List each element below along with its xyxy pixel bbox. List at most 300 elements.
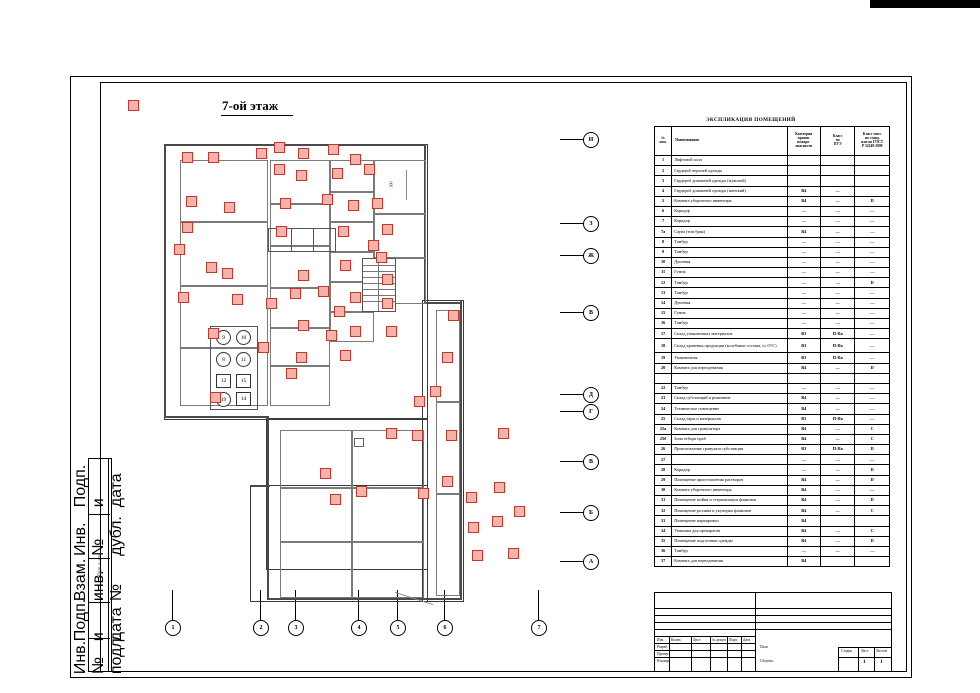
axis-bubble-1: 1 [165,620,181,636]
cell-category: — [787,268,820,278]
cell-category: — [787,455,820,465]
cell-room-number: 19 [655,353,672,363]
cell-pue-class: — [820,186,854,196]
plan-circle-10: 10 [236,330,251,345]
cell-pue-class: — [820,257,854,267]
table-row [655,257,890,267]
cell-category: В4 [787,424,820,434]
cell-clean-class [855,186,890,196]
cell-room-name: Тамбур [672,247,787,257]
table-row [655,247,890,257]
cell-room-number: 6 [655,206,672,216]
cell-clean-class: С [855,506,890,516]
cell-pue-class: — [820,288,854,298]
cell-clean-class: D [855,278,890,288]
cell-room-name: Приготовление гранулята субстанции [672,445,787,455]
cell-room-number [655,373,672,383]
cell-pue-class: — [820,506,854,516]
cell-clean-class: — [855,247,890,257]
specification-title: ЭКСПЛИКАЦИЯ ПОМЕЩЕНИЙ [706,117,796,123]
cell-clean-class: — [855,353,890,363]
cell-pue-class: — [820,227,854,237]
cell-room-name: Помещение приготовления растворов [672,475,787,485]
cell-clean-class: — [855,268,890,278]
cell-clean-class [855,373,890,383]
cell-pue-class: — [820,247,854,257]
cell-room-name: Душевая [672,257,787,267]
cell-pue-class: — [820,546,854,556]
cell-room-number: 14 [655,298,672,308]
cell-pue-class: — [820,308,854,318]
cell-clean-class: D [855,445,890,455]
plan-circle-11: 11 [236,352,251,367]
cell-pue-class [820,176,854,186]
cell-clean-class: — [855,414,890,424]
cell-category: В4 [787,363,820,373]
cell-category: В3 [787,414,820,424]
table-row [655,394,890,404]
cell-pue-class: — [820,424,854,434]
plan-circle-9: 9 [216,330,231,345]
axis-bubble-6: 6 [437,620,453,636]
cell-clean-class: — [855,217,890,227]
table-row [655,308,890,318]
cell-clean-class: D [855,465,890,475]
cell-room-number: 8 [655,237,672,247]
cell-pue-class: — [820,363,854,373]
axis-bubble-i: И [583,132,599,148]
cell-room-number: 36 [655,546,672,556]
cell-room-number: 26 [655,445,672,455]
table-row [655,353,890,363]
strip-label-e: Инв. № подл. [72,633,125,675]
strip-label-c: Взам. инв. № [72,558,125,602]
table-row [655,475,890,485]
cell-clean-class: — [855,404,890,414]
cell-pue-class [820,557,854,567]
cell-clean-class [855,557,890,567]
cell-clean-class: — [855,485,890,495]
cell-pue-class: П-IIа [820,414,854,424]
cell-pue-class: — [820,455,854,465]
cell-category: — [787,319,820,329]
cell-room-number: 23 [655,394,672,404]
cell-pue-class: — [820,394,854,404]
cell-room-name: Помещение подготовки одежды [672,536,787,546]
cell-clean-class [855,166,890,176]
cell-category: В4 [787,227,820,237]
cell-category: — [787,288,820,298]
cell-pue-class: — [820,526,854,536]
cell-category: В4 [787,496,820,506]
cell-room-number: 18 [655,339,672,353]
cell-pue-class: — [820,496,854,506]
cell-room-number: 27 [655,455,672,465]
cell-room-name: Гумна [672,308,787,318]
table-row [655,414,890,424]
table-row [655,217,890,227]
tb-row-nkontr: Н.контр. [657,659,671,663]
cell-room-name: Склад субстанций и реактивов [672,394,787,404]
cell-room-number: 3 [655,176,672,186]
tb-col-izm: Изм. [657,638,665,642]
plan-square-15: 15 [236,374,251,388]
cell-clean-class: — [855,237,890,247]
cell-room-name: Склад хранения продукции (колебание состава, t≤+5°С) [672,339,787,353]
tb-stage-label: Стадия [841,649,852,653]
cell-clean-class: D [855,536,890,546]
table-row [655,546,890,556]
cell-clean-class: — [855,288,890,298]
cell-pue-class: — [820,465,854,475]
cell-clean-class: D [855,475,890,485]
table-row [655,536,890,546]
cell-room-name: Тамбур [672,546,787,556]
col-header-clean: Класс чист. по станд. или по ГОСТ Р 52249-2009 [855,127,890,156]
cell-clean-class: — [855,206,890,216]
cell-room-number: 22 [655,383,672,393]
cell-room-name: Помещение мойки и стерилизации флаконов [672,496,787,506]
table-row [655,404,890,414]
cell-room-name: Помещение розлива и укупорки флаконов [672,506,787,516]
cell-category: В4 [787,196,820,206]
axis-bubble-5: 5 [390,620,406,636]
cell-room-name: Помещение маркировки [672,516,787,526]
cell-category: В4 [787,536,820,546]
cell-category: В3 [787,329,820,339]
table-row [655,434,890,444]
cell-category: В4 [787,526,820,536]
table-row [655,196,890,206]
cell-category [787,373,820,383]
cell-clean-class [855,516,890,526]
table-row [655,278,890,288]
cell-clean-class: — [855,319,890,329]
cell-room-number: 34 [655,526,672,536]
cell-category: — [787,247,820,257]
cell-pue-class [820,516,854,526]
cell-clean-class: С [855,424,890,434]
cell-room-name: Душевая [672,298,787,308]
cell-room-name: Сауна (том брак) [672,227,787,237]
cell-room-name: Коридор [672,465,787,475]
cell-category: — [787,237,820,247]
cell-room-name: Техническое помещение [672,404,787,414]
table-row [655,557,890,567]
cell-clean-class: С [855,434,890,444]
tb-drawing-name: План [760,645,768,649]
cell-pue-class [820,156,854,166]
cell-room-name: Склад упаковочных материалов [672,329,787,339]
cell-room-number: 35 [655,536,672,546]
cell-category: В4 [787,394,820,404]
cell-pue-class [820,373,854,383]
cell-category [787,156,820,166]
cell-room-number: 33 [655,516,672,526]
cell-room-number: 16 [655,319,672,329]
cell-category: В4 [787,186,820,196]
cell-room-number: 31 [655,496,672,506]
cell-room-name: Гардероб верхней одежды [672,166,787,176]
axis-bubble-4: 4 [351,620,367,636]
tb-sheets-label: Листов [876,649,887,653]
table-row [655,363,890,373]
cell-room-number: 10 [655,257,672,267]
table-row [655,319,890,329]
cell-pue-class: П-IIа [820,339,854,353]
cell-clean-class: D [855,363,890,373]
cell-room-name: Коридор [672,206,787,216]
tb-row-razrab: Разраб. [657,645,669,649]
cell-category: В4 [787,485,820,495]
cell-category [787,176,820,186]
cell-room-name: Гардероб домашней одежды (мужской) [672,176,787,186]
axis-bubble-z: З [583,216,599,232]
table-row [655,156,890,166]
cell-pue-class: — [820,475,854,485]
axis-bubble-v2: В [583,454,599,470]
table-row [655,465,890,475]
plan-square-14: 14 [236,392,251,406]
cell-pue-class: — [820,268,854,278]
cell-room-name: Склад тары и материалов [672,414,787,424]
cell-room-name: Тамбур [672,383,787,393]
cell-room-name: Зона отбора проб [672,434,787,444]
cell-category: В3 [787,339,820,353]
cell-clean-class: — [855,298,890,308]
cell-room-number: 9 [655,247,672,257]
tb-sheets-value: 1 [880,660,883,665]
cell-room-name: Комната уборочного инвентаря [672,485,787,495]
table-row [655,176,890,186]
cell-pue-class: — [820,536,854,546]
plan-circle-8: 8 [216,352,231,367]
col-header-pue: Класс по ПУЭ [820,127,854,156]
cell-room-number: 7а [655,227,672,237]
table-row [655,268,890,278]
table-row [655,445,890,455]
cell-room-number: 1 [655,156,672,166]
cell-pue-class: — [820,217,854,227]
cell-pue-class: — [820,196,854,206]
cell-room-name: Упаковочная [672,353,787,363]
table-row [655,526,890,536]
cell-category: В3 [787,353,820,363]
floor-plan [150,130,580,600]
cell-room-name: Тамбур [672,319,787,329]
col-header-num: № пом. [655,127,672,156]
cell-clean-class: D [855,196,890,206]
tb-col-kol: Колич. [671,638,682,642]
cell-pue-class: П-IIа [820,329,854,339]
axis-bubble-a: А [583,554,599,570]
cell-category: — [787,298,820,308]
cell-room-name: Комната для гранулятора [672,424,787,434]
cell-category: В4 [787,506,820,516]
page-title: 7-ой этаж [222,98,279,113]
cell-room-name [672,455,787,465]
tb-sheet-value: 1 [863,660,866,665]
cell-room-number: 37 [655,557,672,567]
plan-square-12: 12 [216,374,231,388]
cell-room-name: Лифтовой холл [672,156,787,166]
cell-room-number: 4 [655,186,672,196]
strip-label-d: Подп. и дата [72,598,125,642]
col-header-cat: Категория произв. пожаро- опасности [787,127,820,156]
col-header-name: Наименование [672,127,787,156]
table-row [655,237,890,247]
cell-room-name: Тамбур [672,237,787,247]
cell-clean-class: — [855,383,890,393]
top-black-bar [870,0,980,8]
tb-col-list: Лист [693,638,701,642]
table-row [655,485,890,495]
cell-pue-class: — [820,206,854,216]
cell-room-name: Упаковка для препаратов [672,526,787,536]
tb-col-podp: Подп. [729,638,738,642]
axis-bubble-3: 3 [288,620,304,636]
cell-category: В3 [787,445,820,455]
cell-room-number: 5 [655,196,672,206]
tb-col-dok: № докум. [712,638,727,642]
strip-label-0: Подп. и дата [96,553,101,577]
cell-category: — [787,383,820,393]
cell-clean-class: С [855,526,890,536]
axis-bubble-zh: Ж [583,248,599,264]
table-row [655,506,890,516]
specification-table [654,126,890,567]
cell-room-number: 13 [655,288,672,298]
table-row [655,373,890,383]
table-row [655,383,890,393]
table-row [655,516,890,526]
table-row [655,455,890,465]
cell-room-number: 28 [655,465,672,475]
cell-category: В4 [787,475,820,485]
cell-category: В4 [787,557,820,567]
cell-room-name: Тамбур [672,288,787,298]
cell-clean-class: D [855,496,890,506]
table-row [655,288,890,298]
cell-clean-class: — [855,339,890,353]
table-row [655,298,890,308]
cell-category: — [787,546,820,556]
table-row [655,206,890,216]
table-row [655,496,890,506]
cell-category: — [787,217,820,227]
axis-bubble-v1: В [583,305,599,321]
cell-clean-class [855,176,890,186]
left-strip-divisions [72,458,125,675]
table-row [655,424,890,434]
cell-clean-class: — [855,308,890,318]
cell-pue-class: — [820,485,854,495]
cell-category: В4 [787,434,820,444]
cell-room-number: 17 [655,329,672,339]
table-row [655,227,890,237]
tb-section-name: Сборочн. [760,659,774,663]
cell-category: — [787,308,820,318]
strip-label-a: Подп. и дата [72,464,125,508]
tb-row-prover: Провер. [657,652,670,656]
axis-bubble-g: Г [583,404,599,420]
cell-room-number: 7 [655,217,672,227]
cell-room-number: 11 [655,268,672,278]
cell-clean-class: — [855,394,890,404]
cell-clean-class: — [855,546,890,556]
tb-col-data: Дата [743,638,751,642]
cell-category: В4 [787,404,820,414]
table-row [655,166,890,176]
cell-pue-class: — [820,434,854,444]
cell-room-name: Тамбур [672,278,787,288]
cell-room-number: 29 [655,475,672,485]
cell-pue-class [820,166,854,176]
cell-pue-class: — [820,319,854,329]
cell-room-name: Гардероб домашней одежды (женский) [672,186,787,196]
cell-pue-class: — [820,298,854,308]
cell-room-number: 30 [655,485,672,495]
strip-label-b: Инв. № дубл. [72,516,125,556]
cell-pue-class: — [820,237,854,247]
cell-clean-class: — [855,455,890,465]
axis-bubble-7: 7 [531,620,547,636]
cell-clean-class: — [855,329,890,339]
cell-pue-class: П-IIа [820,353,854,363]
cell-room-number: 2 [655,166,672,176]
table-row [655,329,890,339]
cell-room-name: Комната для переодевания [672,557,787,567]
title-block [654,592,892,672]
plan-circle-19: 19 [216,392,231,407]
table-row [655,339,890,353]
cell-pue-class: — [820,383,854,393]
table-row [655,186,890,196]
axis-bubble-2: 2 [253,620,269,636]
cell-pue-class: — [820,278,854,288]
cell-pue-class: П-IIа [820,445,854,455]
cell-room-name: Комната для переодевания [672,363,787,373]
cell-clean-class: — [855,227,890,237]
cell-room-name [672,373,787,383]
tb-sheet-label: Лист [861,649,869,653]
cell-room-number: 24 [655,404,672,414]
cell-room-name: Комната уборочного инвентаря [672,196,787,206]
cell-room-number: 15 [655,308,672,318]
cell-clean-class [855,156,890,166]
page-title-underline [221,115,293,116]
cell-room-number: 25 [655,414,672,424]
cell-category: — [787,465,820,475]
axis-bubble-d: Д [583,387,599,403]
cell-category: В4 [787,516,820,526]
dimension-text: 300 [388,181,394,188]
cell-category [787,166,820,176]
cell-clean-class: — [855,257,890,267]
cell-category: — [787,206,820,216]
cell-pue-class: — [820,404,854,414]
cell-category: — [787,257,820,267]
cell-room-number: 25б [655,434,672,444]
cell-room-number: 32 [655,506,672,516]
cell-room-name: Гумна [672,268,787,278]
cell-room-number: 20 [655,363,672,373]
cell-category: — [787,278,820,288]
axis-bubble-b: Б [583,505,599,521]
cell-room-number: 25а [655,424,672,434]
cell-room-name: Коридор [672,217,787,227]
cell-room-number: 12 [655,278,672,288]
